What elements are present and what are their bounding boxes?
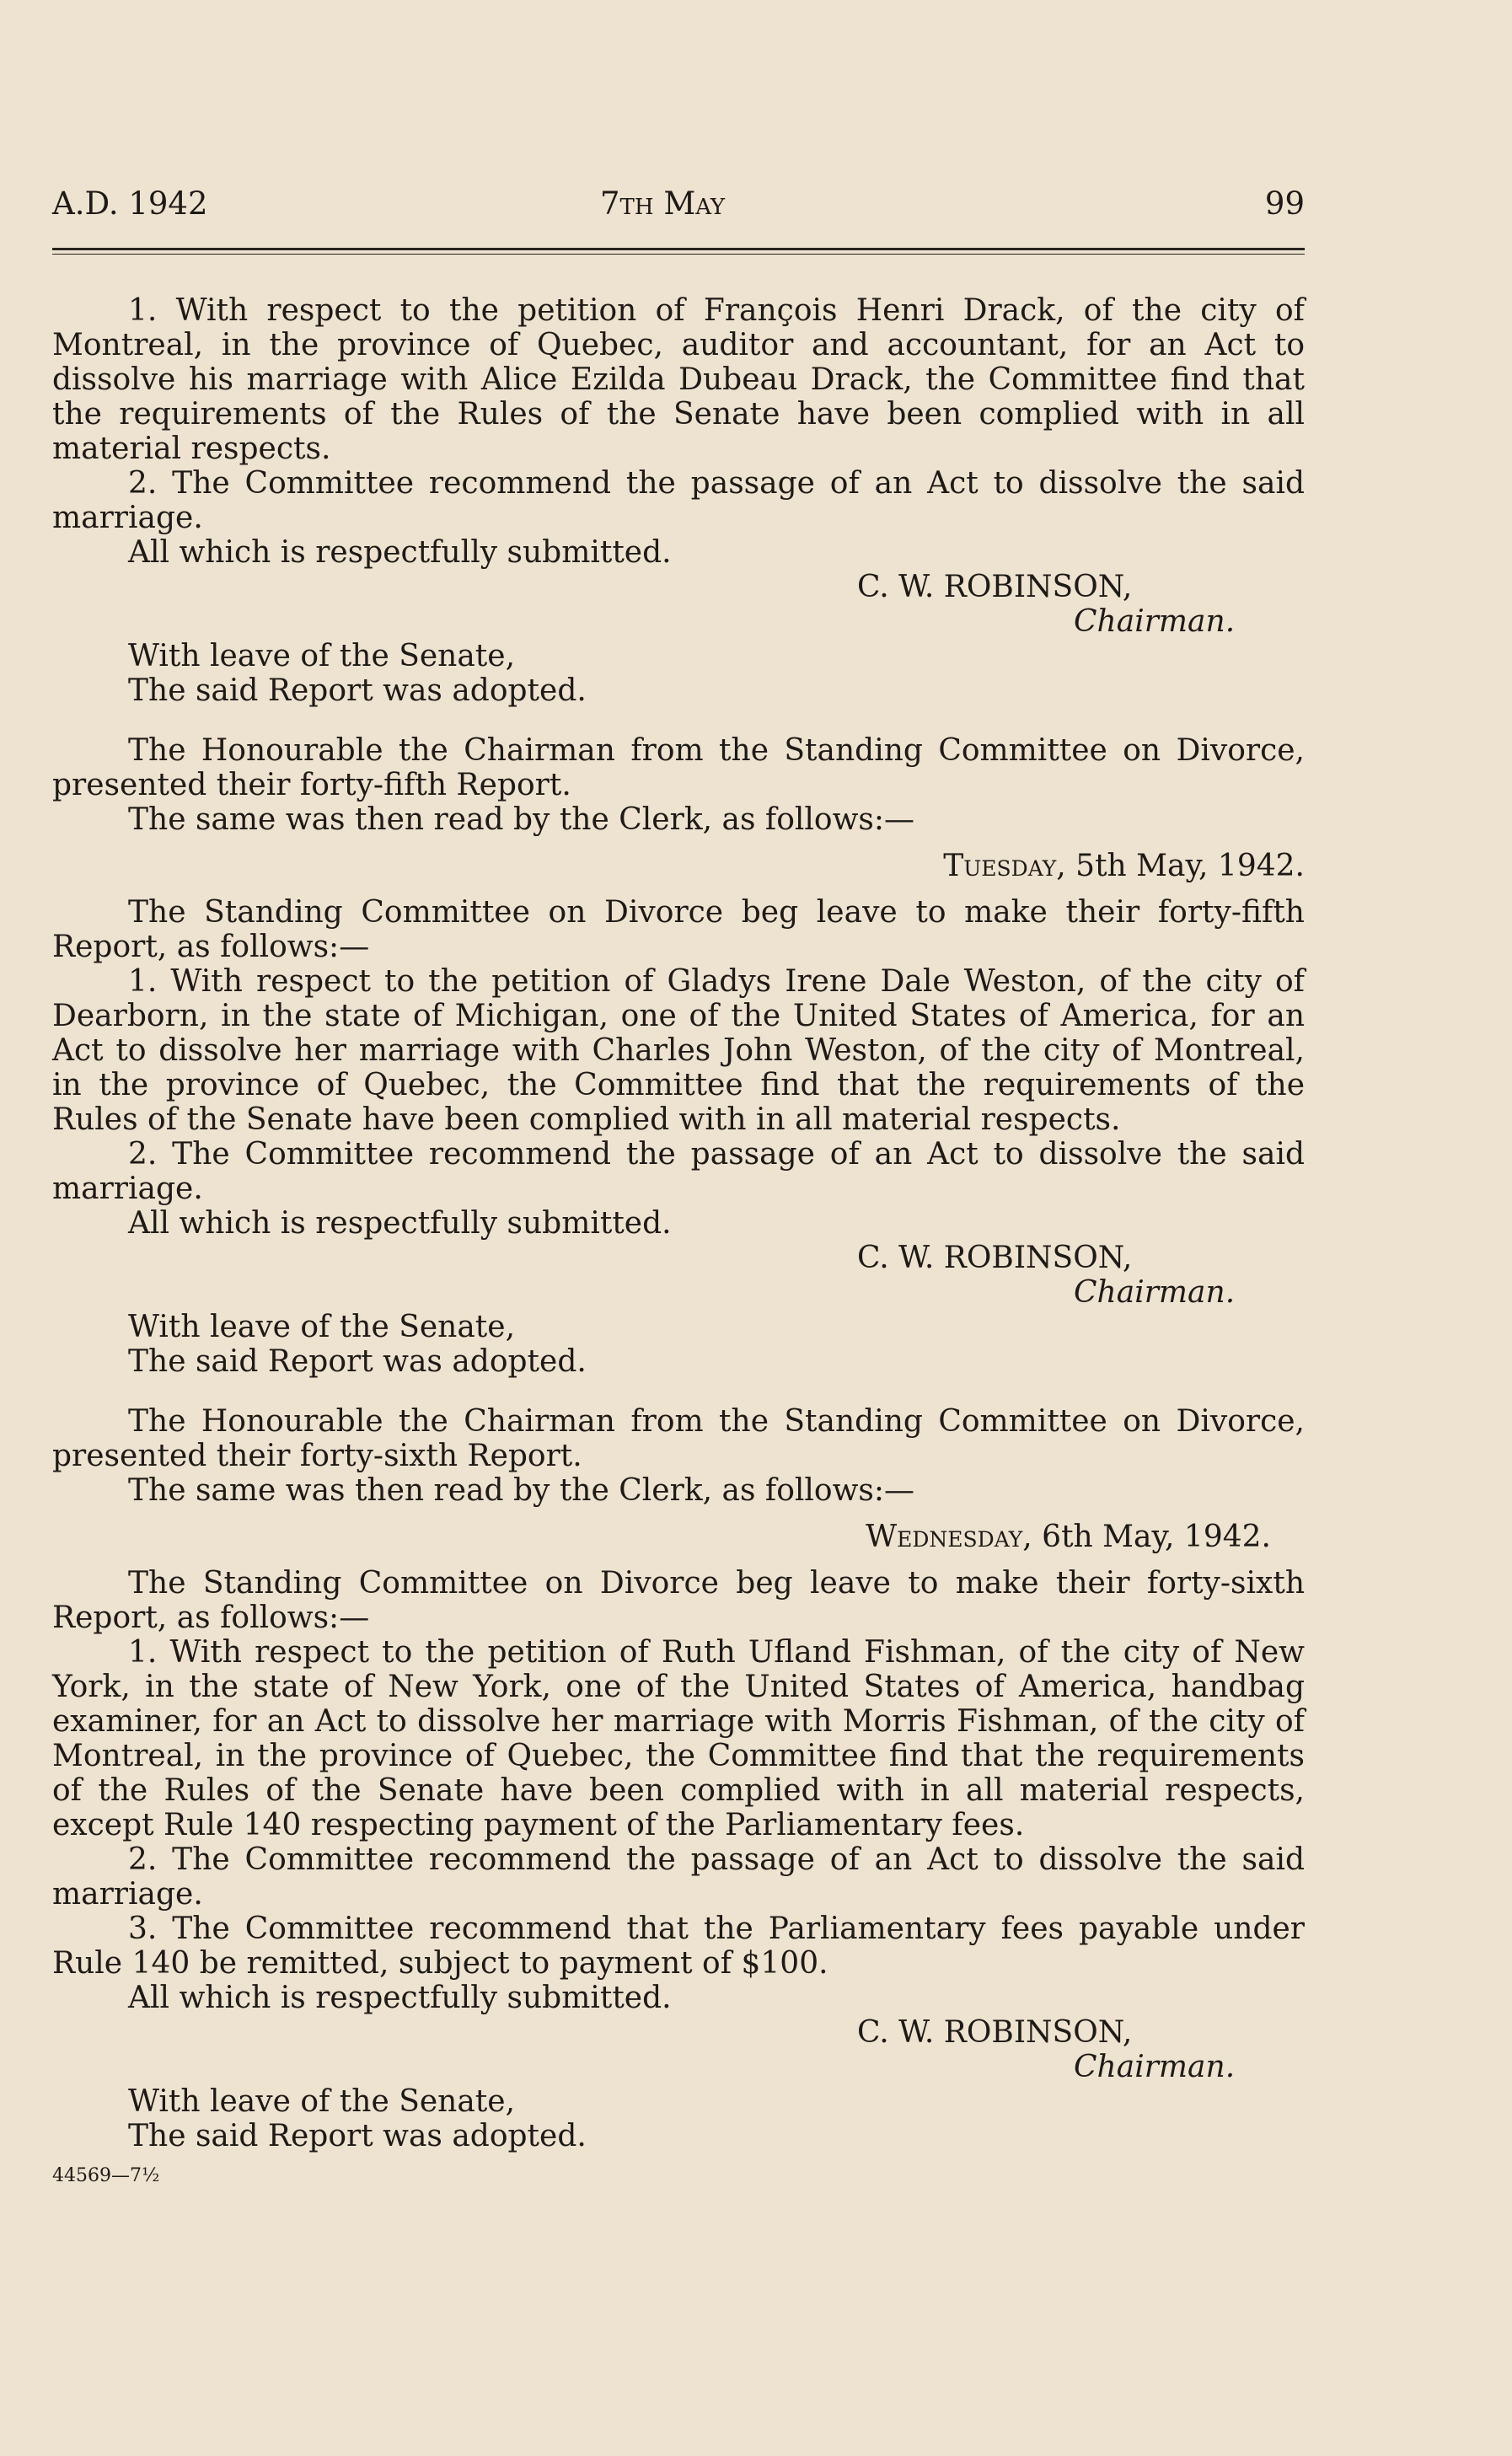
adopted-line: The said Report was adopted. — [128, 673, 587, 708]
chairman-intro: The Honourable the Chairman from the Standing Committee on Divorce, presented their forty-sixth Report. — [52, 1404, 1305, 1473]
adopted-line: The said Report was adopted. — [128, 2119, 587, 2153]
clerk-read-line: The same was then read by the Clerk, as follows:— — [128, 802, 915, 837]
leave-line: With leave of the Senate, — [128, 1310, 516, 1344]
report-date-rest: 5th May, 1942. — [1065, 849, 1305, 883]
report-paragraph: 1. With respect to the petition of François Henri Drack, of the city of Montreal, in the province of Quebec, auditor and accountant, for an Act to dissolve his marriage with Alice Ezilda Dubeau Drack, the Committee find that the requirements of the Rules of the Senate have been complied with in all material respects. — [52, 293, 1305, 466]
report-date-day: Wednesday, — [866, 1520, 1032, 1554]
clerk-read-line: The same was then read by the Clerk, as follows:— — [128, 1473, 915, 1508]
print-code: 44569—7½ — [52, 2165, 160, 2186]
adopted-line: The said Report was adopted. — [128, 1344, 587, 1379]
report-date — [52, 849, 1305, 883]
header-year: A.D. 1942 — [52, 185, 208, 222]
report-paragraph: 1. With respect to the petition of Gladys Irene Dale Weston, of the city of Dearborn, in the state of Michigan, one of the United States of America, for an Act to dissolve her marriage with Charles John Weston, of the city of Montreal, in the province of Quebec, the Committee find that the requirements of the Rules of the Senate have been complied with in all material respects. — [52, 964, 1305, 1137]
submitted-line: All which is respectfully submitted. — [128, 1206, 672, 1241]
leave-line: With leave of the Senate, — [128, 2084, 516, 2119]
report-paragraph: 2. The Committee recommend the passage of an Act to dissolve the said marriage. — [52, 466, 1305, 535]
report-lead: The Standing Committee on Divorce beg leave to make their forty-sixth Report, as follows:— — [52, 1566, 1305, 1635]
page-body — [52, 293, 1305, 2193]
signer-name: C. W. ROBINSON, — [857, 570, 1133, 604]
report-date — [52, 1520, 1305, 1554]
page-header — [52, 185, 1305, 236]
page-number: 99 — [1264, 185, 1305, 222]
header-date: 7th May — [600, 185, 726, 222]
signer-name: C. W. ROBINSON, — [857, 2015, 1133, 2050]
chairman-intro: The Honourable the Chairman from the Standing Committee on Divorce, presented their forty-fifth Report. — [52, 733, 1305, 802]
report-lead: The Standing Committee on Divorce beg leave to make their forty-fifth Report, as follows:— — [52, 895, 1305, 964]
signer-title: Chairman. — [1074, 2050, 1236, 2084]
report-date-rest: 6th May, 1942. — [1032, 1520, 1271, 1554]
report-paragraph: 1. With respect to the petition of Ruth Ufland Fishman, of the city of New York, in the state of New York, one of the United States of America, handbag examiner, for an Act to dissolve her marriage with Morris Fishman, of the city of Montreal, in the province of Quebec, the Committee find that the requirements of the Rules of the Senate have been complied with in all material respects, except Rule 140 respecting payment of the Parliamentary fees. — [52, 1635, 1305, 1842]
report-paragraph: 3. The Committee recommend that the Parliamentary fees payable under Rule 140 be remitted, subject to payment of $100. — [52, 1912, 1305, 1981]
report-date-day: Tuesday, — [943, 849, 1066, 883]
submitted-line: All which is respectfully submitted. — [128, 1981, 672, 2015]
signer-title: Chairman. — [1074, 1275, 1236, 1310]
header-rule — [52, 248, 1305, 255]
report-paragraph: 2. The Committee recommend the passage of an Act to dissolve the said marriage. — [52, 1842, 1305, 1912]
leave-line: With leave of the Senate, — [128, 639, 516, 673]
signer-title: Chairman. — [1074, 604, 1236, 639]
report-paragraph: 2. The Committee recommend the passage of an Act to dissolve the said marriage. — [52, 1137, 1305, 1206]
submitted-line: All which is respectfully submitted. — [128, 535, 672, 570]
signer-name: C. W. ROBINSON, — [857, 1241, 1133, 1275]
